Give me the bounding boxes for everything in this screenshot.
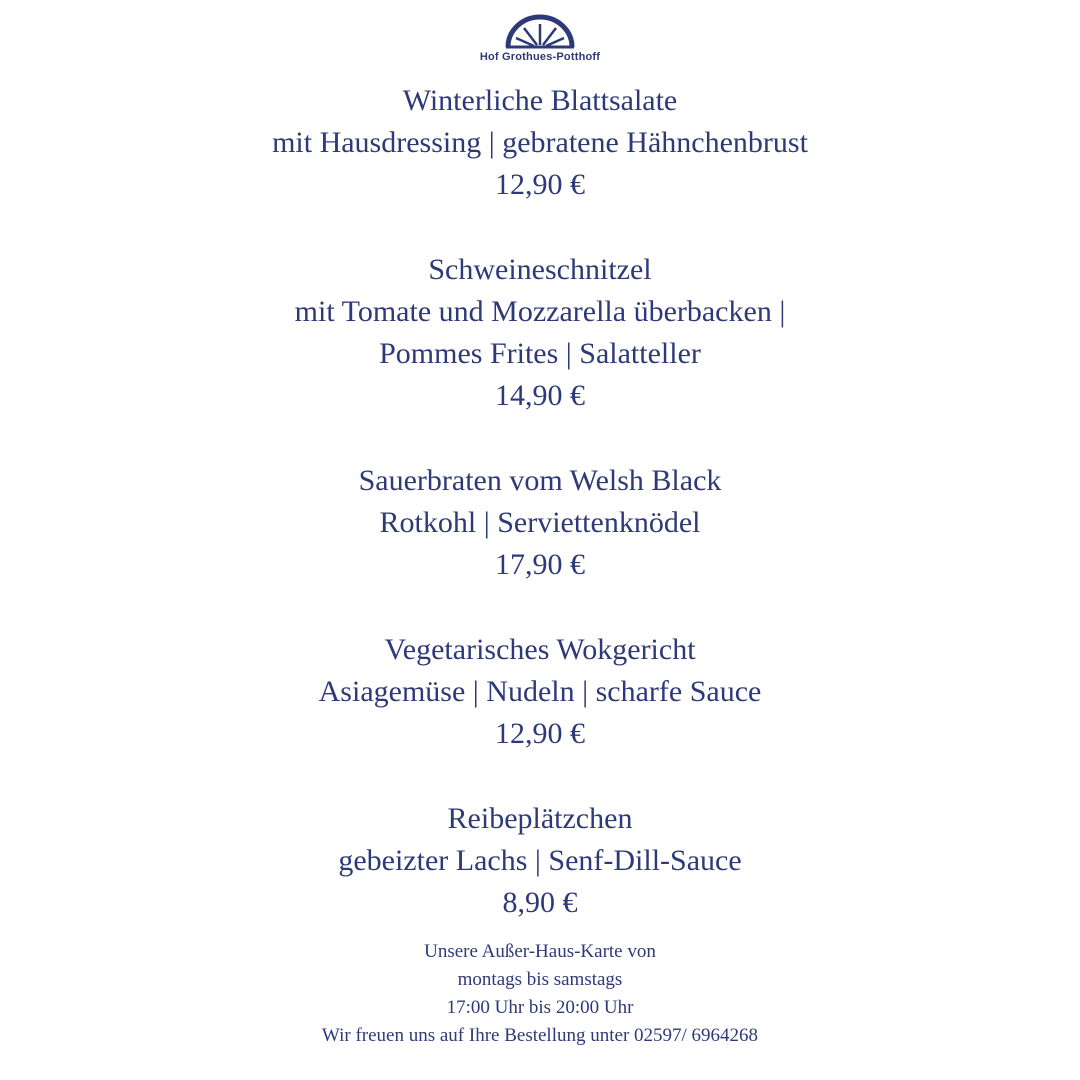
dish-price: 8,90 € (502, 886, 578, 919)
dish-price: 14,90 € (495, 379, 585, 412)
dish-description: Rotkohl | Serviettenknödel (379, 506, 701, 539)
dish-description: gebeizter Lachs | Senf-Dill-Sauce (338, 844, 742, 877)
footer-line: montags bis samstags (457, 969, 623, 990)
menu-item (0, 80, 1080, 206)
menu-item (0, 629, 1080, 755)
menu-item (0, 249, 1080, 417)
footer-line: Unsere Außer-Haus-Karte von (424, 941, 656, 962)
dish-name: Reibeplätzchen (447, 802, 633, 835)
dish-description: mit Tomate und Mozzarella überbacken | (294, 295, 786, 328)
footer-line: 17:00 Uhr bis 20:00 Uhr (446, 997, 634, 1018)
dish-name: Sauerbraten vom Welsh Black (358, 464, 722, 497)
brand-logo (468, 14, 612, 68)
brand-name: Hof Grothues-Potthoff (479, 51, 601, 63)
dish-description: Pommes Frites | Salatteller (379, 337, 701, 370)
dish-description: Asiagemüse | Nudeln | scharfe Sauce (318, 675, 762, 708)
wheel-logo-icon (504, 14, 576, 50)
dish-name: Vegetarisches Wokgericht (384, 633, 696, 666)
dish-name: Schweineschnitzel (428, 253, 652, 286)
menu-item (0, 460, 1080, 586)
dish-name: Winterliche Blattsalate (402, 84, 678, 117)
dish-price: 17,90 € (495, 548, 585, 581)
menu-item (0, 798, 1080, 924)
dish-description: mit Hausdressing | gebratene Hähnchenbrust (272, 126, 808, 159)
footer-info (0, 938, 1080, 1050)
dish-price: 12,90 € (495, 168, 585, 201)
footer-contact: Wir freuen uns auf Ihre Bestellung unter 02597/ 6964268 (321, 1025, 759, 1046)
dish-price: 12,90 € (495, 717, 585, 750)
menu-list (0, 80, 1080, 924)
